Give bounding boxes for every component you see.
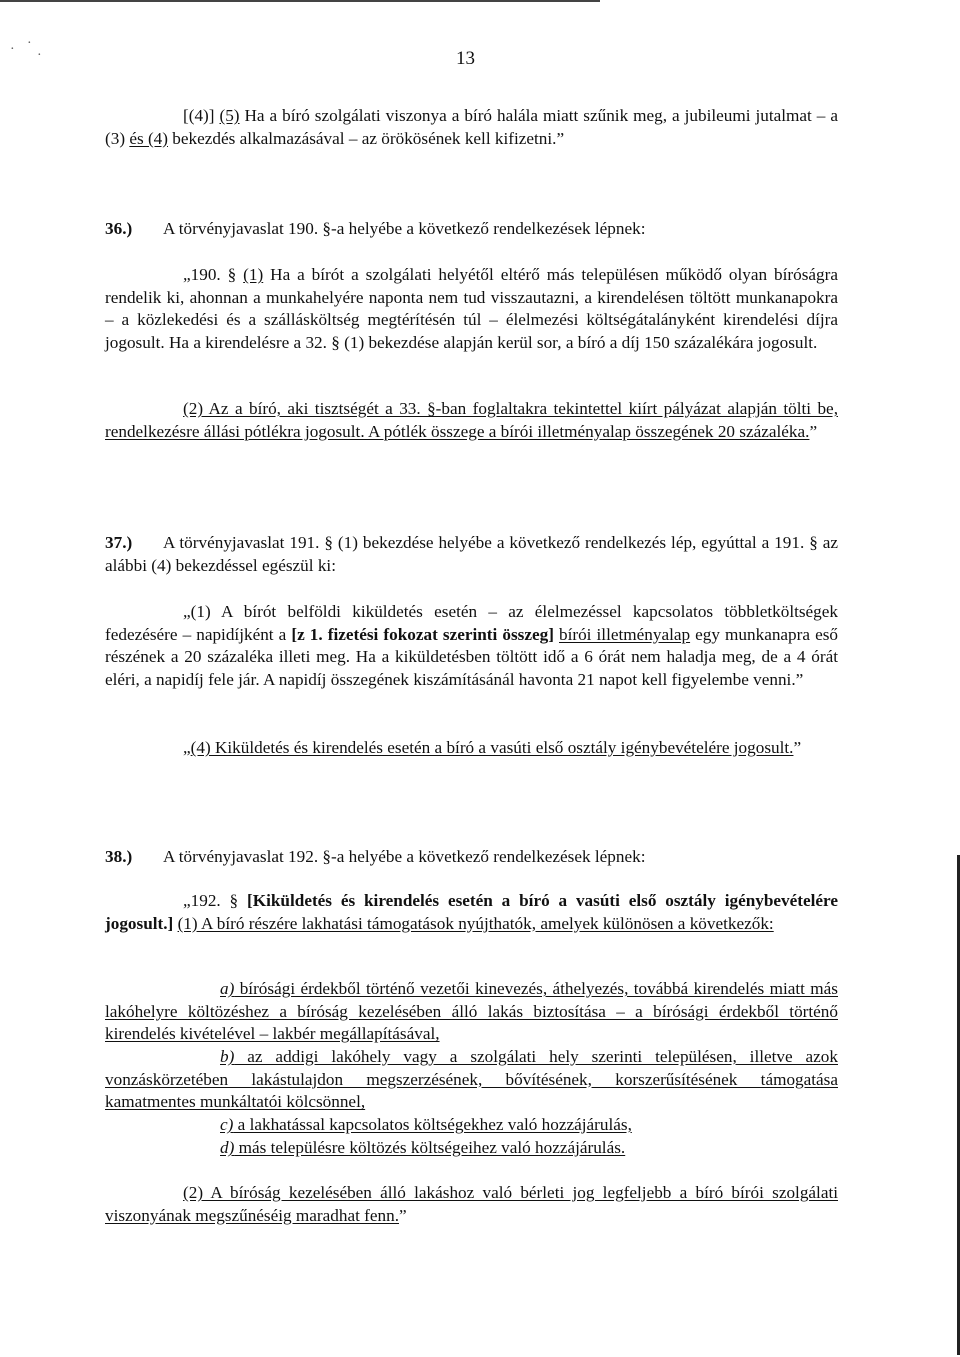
struck-text: [Kiküldetés és kirendelés esetén a bíró a vasúti első osztály igénybevételére jogosult.] [105, 891, 838, 933]
list-letter: d) [220, 1138, 235, 1157]
struck-text: [z 1. fizetési fokozat szerinti összeg] [291, 624, 554, 644]
list-item-b [105, 1046, 838, 1114]
section-36 [105, 218, 838, 241]
list-letter: b) [220, 1047, 235, 1066]
closing-quote: ” [809, 421, 818, 441]
inserted-text: (4) Kiküldetés és kirendelés esetén a bíró a vasúti első osztály igénybevételére jogosult. [190, 738, 794, 757]
section-38 [105, 846, 838, 869]
section-number: 37.) [105, 533, 133, 552]
quote-191-1 [105, 601, 838, 691]
inserted-text: (2) A bíróság kezelésében álló lakáshoz való bérleti jog legfeljebb a bíró bírói szolgálati viszonyának megszűnéséig maradhat fenn. [105, 1183, 838, 1225]
list-item-a [105, 978, 838, 1046]
opening-quote: „ [183, 738, 191, 757]
inserted-text: és (4) [129, 128, 168, 148]
inserted-number: (1) [243, 265, 264, 284]
quote-190-2 [105, 398, 838, 443]
quote-190-1 [105, 264, 838, 354]
struck-number: [(4)] [183, 106, 215, 125]
quote-lead: „192. § [183, 891, 247, 910]
inserted-text: bírósági érdekből történő vezetői kinevezés, áthelyezés, továbbá kirendelés miatt más lakóhelyre költözéshez a bíróság kezelésében álló lakás biztosítása – a bírósági érdekből történő kirendelés kivételével – lakbér megállapításával, [105, 979, 838, 1044]
inserted-text: a lakhatással kapcsolatos költségekhez való hozzájárulás, [233, 1115, 632, 1134]
paragraph-text: Ha a bíró szolgálati viszonya a bíró halála miatt szűnik meg, a jubileumi jutalmat – a (3) [105, 106, 838, 148]
list-letter: c) [220, 1115, 234, 1134]
quote-191-4 [105, 737, 838, 760]
inserted-text: más településre költözés költségeihez való hozzájárulás. [234, 1138, 626, 1157]
list-item-c [105, 1114, 838, 1137]
inserted-number: (5) [219, 106, 240, 125]
section-text: A törvényjavaslat 190. §-a helyébe a következő rendelkezések lépnek: [163, 219, 646, 238]
section-text: A törvényjavaslat 192. §-a helyébe a következő rendelkezések lépnek: [163, 847, 646, 866]
closing-quote: ” [793, 738, 802, 757]
quote-text: Ha a bírót a szolgálati helyétől eltérő más településen működő olyan bíróságra rendelik ki, ahonnan a munkahelyére naponta nem tud visszautazni, a kirendelésen töltött munkanapokra – a közlekedési és a szállásköltség megtérítésén túl – élelmezési költségátalányként kirendelési díjra jogosult. Ha a kirendelésre a 32. § (1) bekezdése alapján kerül sor, a bíró a díj 150 százalékára jogosult. [105, 265, 838, 352]
inserted-text: az addigi lakóhely vagy a szolgálati hely szerinti településen, illetve azok vonzáskörzetében lakástulajdon megszerzésének, bővítésének, korszerűsítésének támogatása kamatmentes munkáltatói kölcsönnel, [105, 1047, 838, 1112]
page-number: 13 [456, 48, 475, 69]
section-number: 38.) [105, 847, 133, 866]
quote-192-1 [105, 890, 838, 935]
scan-top-edge [0, 0, 600, 2]
paragraph-text: bekezdés alkalmazásával – az örökösének kell kifizetni.” [168, 128, 565, 148]
scan-speck: · [10, 42, 15, 57]
inserted-text: (2) Az a bíró, aki tisztségét a 33. §-ban foglaltakra tekintettel kiírt pályázat alapján tölti be, rendelkezésre állási pótlékra jogosult. A pótlék összege a bírói illetményalap összegének 20 százaléka. [105, 399, 838, 441]
quote-text: egy munkanapra eső részének a 20 százaléka illeti meg. Ha a kiküldetésben töltött idő a 6 órát nem haladja meg, de a 4 órát eléri, a napidíj fele jár. A napidíj összegének kiszámításánál havonta 21 napot kell figyelembe venni.” [105, 624, 838, 689]
paragraph-jubilee [105, 105, 838, 150]
scan-speck: · [37, 48, 42, 63]
quote-lead: „190. § [183, 265, 244, 284]
scan-speck: · [27, 36, 32, 51]
section-number: 36.) [105, 219, 133, 238]
quote-text: „(1) A bírót belföldi kiküldetés esetén – az élelmezéssel kapcsolatos többletköltségek fedezésére – napidíjként a [105, 602, 838, 644]
closing-quote: ” [399, 1205, 407, 1225]
section-text: A törvényjavaslat 191. § (1) bekezdése helyébe a következő rendelkezés lép, egyúttal a 191. § az alábbi (4) bekezdéssel egészül ki: [105, 533, 838, 575]
section-37 [105, 532, 838, 577]
list-letter: a) [220, 979, 235, 998]
inserted-text: bírói illetményalap [559, 624, 691, 644]
quote-192-2 [105, 1182, 838, 1227]
inserted-text: (1) A bíró részére lakhatási támogatások nyújthatók, amelyek különösen a következők: [177, 913, 774, 933]
list-item-d [105, 1137, 838, 1160]
